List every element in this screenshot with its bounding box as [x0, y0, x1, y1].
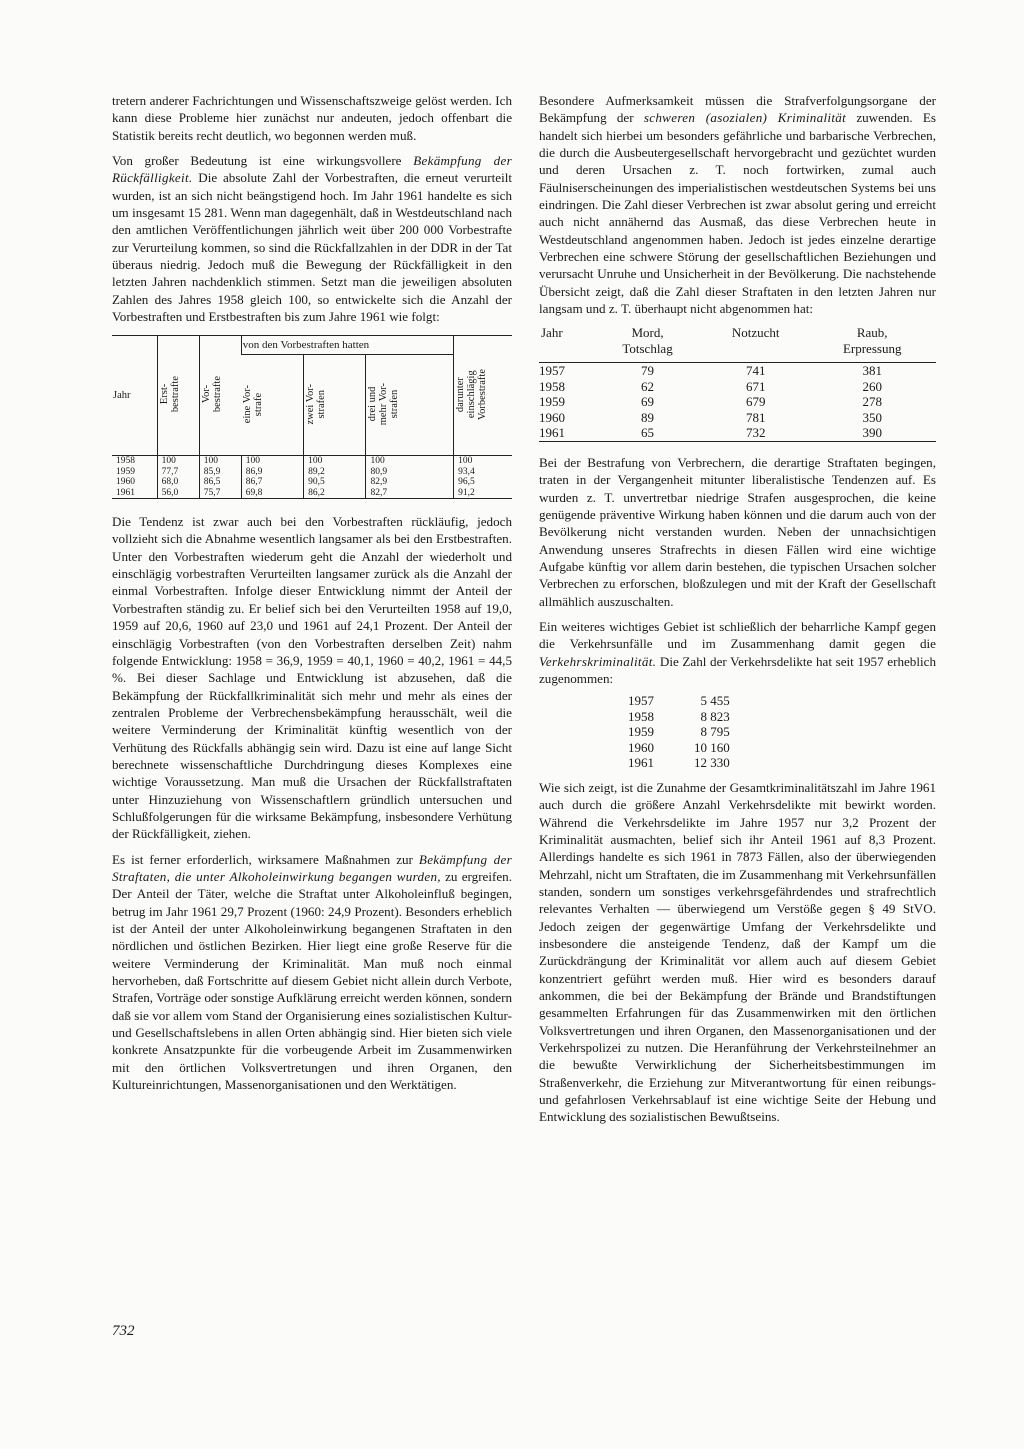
table-cell: 85,9 [199, 467, 241, 477]
crime-table [539, 325, 936, 442]
table-cell: 12 330 [694, 755, 730, 771]
table-cell: 741 [745, 363, 766, 379]
text: Die absolute Zahl der Vorbestraften, die erneut verurteilt wurden, ist an sich nicht beängstigend hoch. Im Jahr 1961 handelte es sich um insgesamt 15 281. Wenn man dagegenhält, daß in Westdeutschland nach den amtlichen Veröffentlichungen jährlich weit über 200 000 Vorbestrafte zur Verurteilung kommen, so sind die Rückfallzahlen in der DDR in der Tat überaus niedrig. Jedoch muß die Bewegung der Rückfälligkeit in den letzten Jahren nachdenklich stimmen. Setzt man die jeweiligen absoluten Zahlen des Jahres 1958 gleich 100, so entwickelte sich die Anzahl der Vorbestraften und Erstbestraften bis zum Jahre 1961 wie folgt: [112, 170, 512, 325]
col-header-vorbestrafte [199, 336, 241, 456]
table-cell: 75,7 [199, 488, 241, 499]
table-row [112, 477, 512, 487]
table-cell: 86,9 [241, 467, 303, 477]
col-header-notzucht: Notzucht [703, 325, 808, 363]
table-cell: 679 [745, 394, 766, 410]
emphasis: Bekämpfung der Rückfälligkeit. [112, 153, 512, 186]
table-cell: 69,8 [241, 488, 303, 499]
table-row [112, 467, 512, 477]
table-cell: 1961 [539, 425, 592, 441]
table-cell: 62 [641, 378, 655, 394]
header-text: zwei Vor- strafen [305, 383, 328, 425]
table-cell: 1958 [628, 708, 654, 724]
table-cell: 90,5 [304, 477, 366, 487]
col-header-mord: Mord, Totschlag [592, 325, 703, 363]
table-row [539, 394, 936, 410]
text: zuwenden. Es handelt sich hierbei um besonders gefährliche und barbarische Verbrechen, die durch die Ausbeutergesellschaft hervorgebracht und gezüchtet wurden und deren Ursachen z. T. noch fortwirken, zumal auch Fäulniserscheinungen des imperialistischen westdeutschen Systems bei uns eindringen. Die Zahl dieser Verbrechen ist zwar absolut gering und erreicht auch nicht annähernd das Ausmaß, das diese Verbrechen heute in Westdeutschland angenommen haben. Jedoch ist jedes einzelne derartige Verbrechen eine schwere Störung der gesellschaftlichen Beziehungen und verursacht Unruhe und Unsicherheit in der Bevölkerung. Die nachstehende Übersicht zeigt, daß die Zahl dieser Straftaten in den letzten Jahren nur langsam und z. T. überhaupt nicht abgenommen hat: [539, 110, 936, 317]
table-cell: 77,7 [157, 467, 199, 477]
table-cell: 1960 [539, 409, 565, 425]
table-row [539, 425, 936, 441]
left-paragraph-2 [112, 152, 512, 325]
table-cell: 93,4 [454, 467, 512, 477]
table-cell: 100 [304, 456, 366, 467]
table-row [112, 488, 512, 499]
table-cell: 1959 [628, 724, 654, 740]
traffic-table [628, 693, 730, 771]
table-cell: 100 [366, 456, 454, 467]
table-cell: 100 [199, 456, 241, 467]
right-column [539, 92, 936, 1134]
table-cell: 89 [641, 409, 655, 425]
table-cell: 1960 [116, 477, 135, 488]
table-cell: 82,7 [366, 488, 454, 499]
table-cell: 65 [592, 425, 703, 441]
table-row [628, 693, 730, 709]
table-cell: 8 823 [700, 708, 730, 724]
table-cell: 671 [745, 378, 766, 394]
page-number: 732 [112, 1323, 135, 1339]
header-text: Vor- bestrafte [200, 376, 223, 413]
table-cell: 10 160 [694, 739, 730, 755]
recidivism-table [112, 335, 512, 499]
table-cell: 381 [862, 363, 882, 379]
emphasis: Bekämpfung der Straftaten, die unter Alkoholeinwirkung begangen wurden, [112, 851, 512, 884]
table-cell: 100 [454, 456, 512, 467]
left-paragraph-3: Die Tendenz ist zwar auch bei den Vorbestraften rückläufig, jedoch vollzieht sich die Abnahme wesentlich langsamer als bei den Erstbestraften. Unter den Vorbestraften wiederum geht die Anzahl der wiederholt und einschlägig vorbestraften Verurteilten langsamer zurück als die Anzahl der einmal Vorbestraften. Infolge dieser Entwicklung nimmt der Anteil der Vorbestraften ständig zu. Er belief sich bei den Verurteilten 1958 auf 19,0, 1959 auf 20,6, 1960 auf 23,0 und 1961 auf 24,1 Prozent. Der Anteil der einschlägig Vorbestraften (von den Vorbestraften derselben Zeit) nahm folgende Entwicklung: 1958 = 36,9, 1959 = 40,1, 1960 = 40,2, 1961 = 44,5 %. Bei dieser Sachlage und Entwicklung ist abzusehen, daß die Bekämpfung der Rückfallkriminalität sich mehr und mehr als eines der zentralen Probleme der Verbrechensbekämpfung herausschält, weil die weitere Verminderung der Kriminalität künftig wesentlich von der Verhütung des Rückfalls abhängig sein wird. Dazu ist eine auf lange Sicht berechnete wissenschaftliche Durchdringung dieses Komplexes eine wichtige Voraussetzung. Man muß die Ursachen der Rückfallstraftaten unter Hinzuziehung von Wissenschaftlern gründlich untersuchen und Schlußfolgerungen für die wirksame Bekämpfung, insbesondere Verhütung der Rückfälligkeit, ziehen. [112, 514, 512, 842]
table-row [628, 755, 730, 771]
table-cell: 350 [862, 409, 882, 425]
header-text: eine Vor- strafe [242, 384, 265, 423]
col-header-darunter [454, 336, 512, 456]
right-paragraph-2: Bei der Bestrafung von Verbrechern, die derartige Straftaten begingen, traten in der Vergangenheit mitunter liberalistische Tendenzen auf. Es wurden z. T. unvertretbar niedrige Strafen ausgesprochen, die keine genügende präventive Wirkung haben können und die darum auch von der Bevölkerung nicht verstanden wurden. Neben der unnachsichtigen Anwendung unseres Strafrechts in diesen Fällen wird eine wichtige Aufgabe künftig vor allem darin bestehen, die typischen Ursachen solcher Verbrechen zu erforschen, bloßzulegen und mit der Kraft der Gesellschaft allmählich auszuschalten. [539, 454, 936, 609]
right-paragraph-3 [539, 618, 936, 687]
table-cell: 1958 [112, 456, 157, 467]
col-header-zwei [304, 355, 366, 456]
text: Es ist ferner erforderlich, wirksamere Maßnahmen zur [112, 851, 419, 867]
table-cell: 91,2 [454, 488, 512, 499]
col-group-header: von den Vorbestraften hatten [241, 336, 453, 355]
table-cell: 79 [641, 363, 655, 379]
table-cell: 1960 [628, 739, 654, 755]
table-cell: 278 [862, 394, 882, 410]
col-header-erstbestrafte [157, 336, 199, 456]
header-text: darunter einschlägig Vorbestrafte [455, 368, 489, 420]
table-cell: 1957 [539, 363, 565, 379]
table-row [628, 740, 730, 756]
col-header-drei [366, 355, 454, 456]
text: zu ergreifen. Der Anteil der Täter, welche die Straftat unter Alkoholeinfluß begingen, betrug im Jahr 1961 29,7 Prozent (1960: 24,9 Prozent). Besonders erheblich ist der Anteil der unter Alkoholeinwirkung begangenen Straftaten in den nördlichen und östlichen Bezirken. Hier liegt eine große Reserve für die weitere Verminderung der Kriminalität. Man muß noch einmal hervorheben, daß Fortschritte auf diesem Gebiet nicht allein durch Verbote, Strafen, Vorträge oder sonstige Aufklärung erreicht werden können, sondern daß sie vor allem vom Stand der Organisierung eines sozialistischen Kultur- und Gesellschaftslebens in allen Orten abhängig sind. Hier bieten sich viele konkrete Ansatzpunkte für die vorbeugende Arbeit im Zusammenwirken mit den örtlichen Volksvertretungen und ihren Organen, den Kultureinrichtungen, Massenorganisationen und den Werktätigen. [112, 868, 512, 1093]
col-header-raub: Raub, Erpressung [808, 325, 936, 363]
table-cell: 100 [157, 456, 199, 467]
table-cell: 1959 [539, 394, 565, 410]
table-cell: 69 [641, 394, 655, 410]
left-paragraph-4 [112, 851, 512, 1094]
header-text: Erst- bestrafte [158, 376, 181, 413]
emphasis: Verkehrskriminalität. [539, 653, 657, 669]
table-cell: 68,0 [157, 477, 199, 487]
table-cell: 86,7 [241, 477, 303, 487]
table-cell: 390 [808, 425, 936, 441]
table-cell: 1957 [628, 693, 654, 709]
table-cell: 56,0 [157, 488, 199, 499]
text: Die Zahl der Verkehrsdelikte hat seit 1957 erheblich zugenommen: [539, 653, 936, 687]
table-row [112, 456, 512, 467]
table-row [539, 410, 936, 426]
text: Von großer Bedeutung ist eine wirkungsvollere [112, 153, 414, 169]
table-row [628, 709, 730, 725]
col-header-jahr: Jahr [539, 325, 592, 363]
table-cell: 1961 [112, 488, 157, 499]
text: Ein weiteres wichtiges Gebiet ist schließlich der beharrliche Kampf gegen die Verkehrsunfälle und im Zusammenhang damit gegen die [539, 619, 936, 652]
right-paragraph-1 [539, 92, 936, 317]
table-cell: 100 [241, 456, 303, 467]
col-header-eine [241, 355, 303, 456]
emphasis: schweren (asozialen) Kriminalität [643, 110, 847, 126]
col-header-jahr: Jahr [112, 336, 157, 456]
table-cell: 86,2 [304, 488, 366, 499]
table-cell: 5 455 [700, 693, 730, 709]
left-column [112, 92, 512, 1101]
table-cell: 260 [862, 378, 882, 394]
table-cell: 82,9 [366, 477, 454, 487]
table-cell: 80,9 [366, 467, 454, 477]
right-paragraph-4: Wie sich zeigt, ist die Zunahme der Gesamtkriminalitätszahl im Jahre 1961 auch durch die größere Anzahl Verkehrsdelikte mit bewirkt worden. Während die Verkehrsdelikte im Jahre 1957 nur 3,2 Prozent der Kriminalität ausmachten, belief sich ihr Anteil 1961 auf 8,3 Prozent. Allerdings handelte es sich 1961 in 7873 Fällen, also der überwiegenden Mehrzahl, nicht um Straftaten, die im Zusammenhang mit Verkehrsunfällen standen, sondern um sonstiges verkehrsgefährdendes und strafrechtlich relevantes Verhalten — überwiegend um Verstöße gegen § 49 StVO. Jedoch zeigen der gegenwärtige Umfang der Verkehrsdelikte und insbesondere die ansteigende Tendenz, daß der Kampf um die Zurückdrängung der Kriminalität vor allem auch auf diesem Gebiet konzentriert geführt werden muß. Hier wird es besonders darauf ankommen, die bei der Bekämpfung der Brände und Brandstiftungen gesammelten Erfahrungen für das Zusammenwirken mit den örtlichen Volksvertretungen und ihren Organen, den Massenorganisationen und der Verkehrspolizei zu nutzen. Die Heranführung der Verkehrsteilnehmer an die bewußte Verwirklichung der Sicherheitsbestimmungen im Straßenverkehr, die Erziehung zur Mitverantwortung für einen reibungs- und gefahrlosen Verkehrsablauf ist eine wichtige Seite der Hebung und Entwicklung des sozialistischen Bewußtseins. [539, 779, 936, 1125]
table-row [539, 379, 936, 395]
table-row [539, 363, 936, 379]
table-cell: 86,5 [199, 477, 241, 487]
table-cell: 1959 [116, 466, 135, 477]
text: Besondere Aufmerksamkeit müssen die Strafverfolgungsorgane der Bekämpfung der [539, 93, 936, 126]
header-text: drei und mehr Vor- strafen [367, 382, 401, 425]
table-cell: 8 795 [700, 724, 730, 740]
table-row [628, 724, 730, 740]
table-cell: 1958 [539, 378, 565, 394]
table-cell: 1961 [628, 755, 654, 771]
table-cell: 781 [745, 409, 766, 425]
left-paragraph-1: tretern anderer Fachrichtungen und Wissenschaftszweige gelöst werden. Ich kann diese Probleme hier zunächst nur andeuten, jedoch offenbart die Statistik bereits recht deutlich, wo begonnen werden muß. [112, 93, 512, 143]
table-cell: 96,5 [454, 477, 512, 487]
table-cell: 89,2 [304, 467, 366, 477]
table-cell: 732 [703, 425, 808, 441]
